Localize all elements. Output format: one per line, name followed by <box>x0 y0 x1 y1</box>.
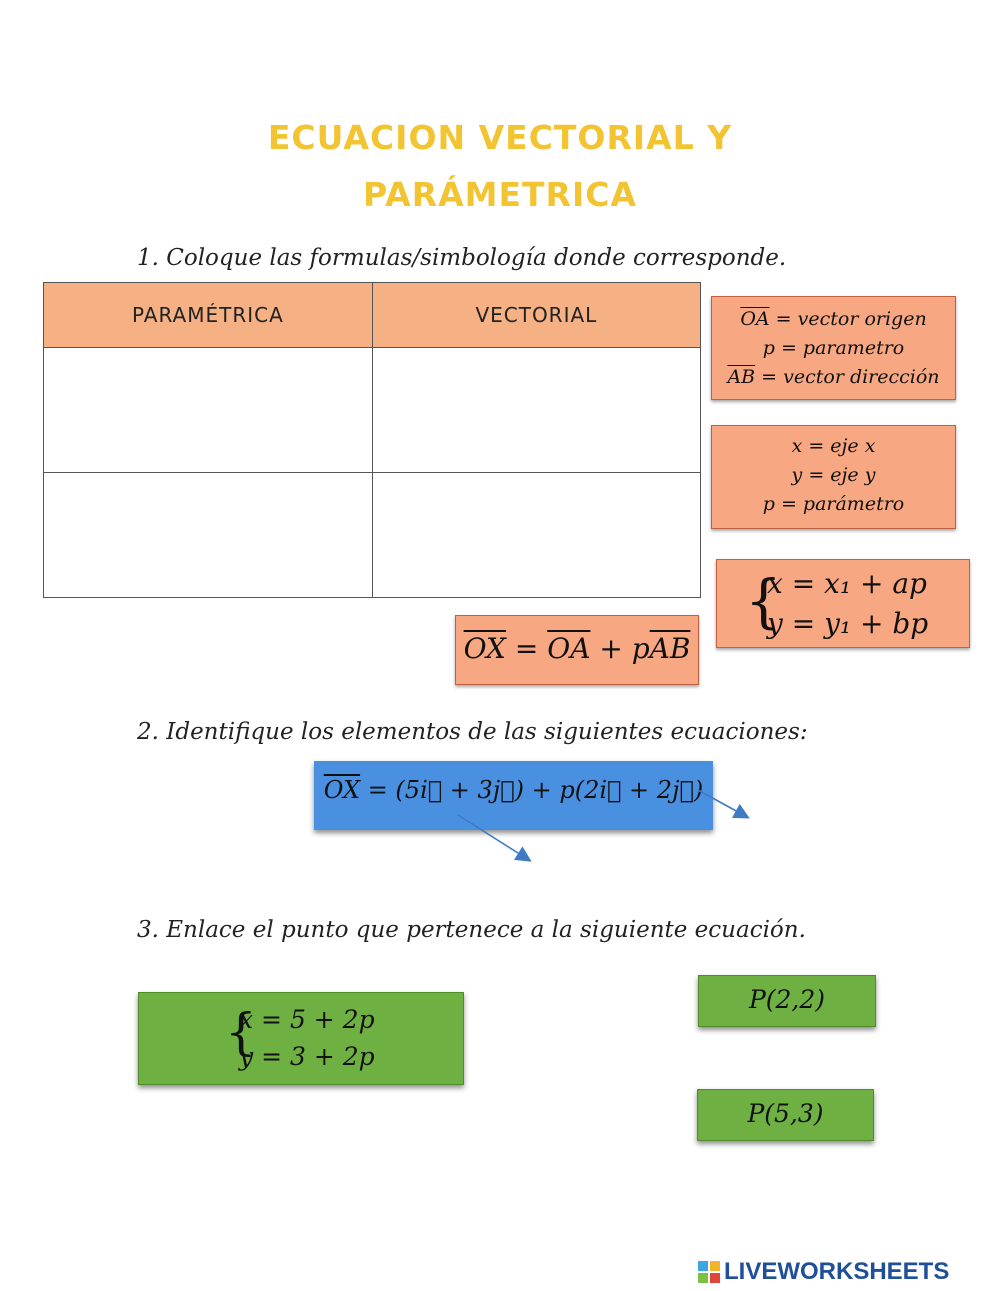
liveworksheets-logo <box>698 1258 993 1286</box>
q2-equation-box: $\overline{OX}$ = (5i⃗ + 3j⃗) + p(2i⃗ + 2j⃗) <box>314 761 713 830</box>
card-parametric-symbols[interactable]: x = eje x y = eje y p = parámetro <box>711 425 956 529</box>
page-title-line2: PARÁMETRICA <box>363 175 637 214</box>
card-vector-equation[interactable]: $\overline{OX} = \overline{OA} + p\overline{AB}$ <box>455 615 699 685</box>
card-parametric-equation[interactable]: { x = x₁ + ap y = y₁ + bp <box>716 559 970 648</box>
answer-table <box>43 282 701 598</box>
question-1-text: 1. Coloque las formulas/simbología donde corresponde. <box>137 245 787 271</box>
brace-icon: { <box>745 567 782 635</box>
brace-icon: { <box>225 1003 257 1061</box>
logo-text: LIVEWORKSHEETS <box>724 1258 950 1285</box>
question-3-text: 3. Enlace el punto que pertenece a la siguiente ecuación. <box>137 917 806 943</box>
drop-zone-vectorial-2[interactable] <box>372 473 700 598</box>
drop-zone-parametrica-2[interactable] <box>44 473 373 598</box>
point-option-b[interactable]: P(5,3) <box>697 1089 874 1141</box>
question-2-text: 2. Identifique los elementos de las siguientes ecuaciones: <box>137 719 808 745</box>
page-title-line1: ECUACION VECTORIAL Y <box>267 118 733 157</box>
drop-zone-vectorial-1[interactable] <box>372 348 700 473</box>
point-option-a[interactable]: P(2,2) <box>698 975 876 1027</box>
q3-system-box[interactable]: { x = 5 + 2p y = 3 + 2p <box>138 992 464 1085</box>
arrow-direction-vector[interactable] <box>698 790 747 817</box>
table-header-parametrica: PARAMÉTRICA <box>44 283 373 348</box>
arrow-origin-vector[interactable] <box>458 815 529 860</box>
q2-arrows <box>440 770 770 880</box>
table-header-vectorial: VECTORIAL <box>372 283 700 348</box>
drop-zone-parametrica-1[interactable] <box>44 348 373 473</box>
card-vector-symbols[interactable]: $\overline{OA}$ = vector origen p = parametro $\overline{AB}$ = vector dirección <box>711 296 956 400</box>
logo-icon <box>698 1261 720 1283</box>
